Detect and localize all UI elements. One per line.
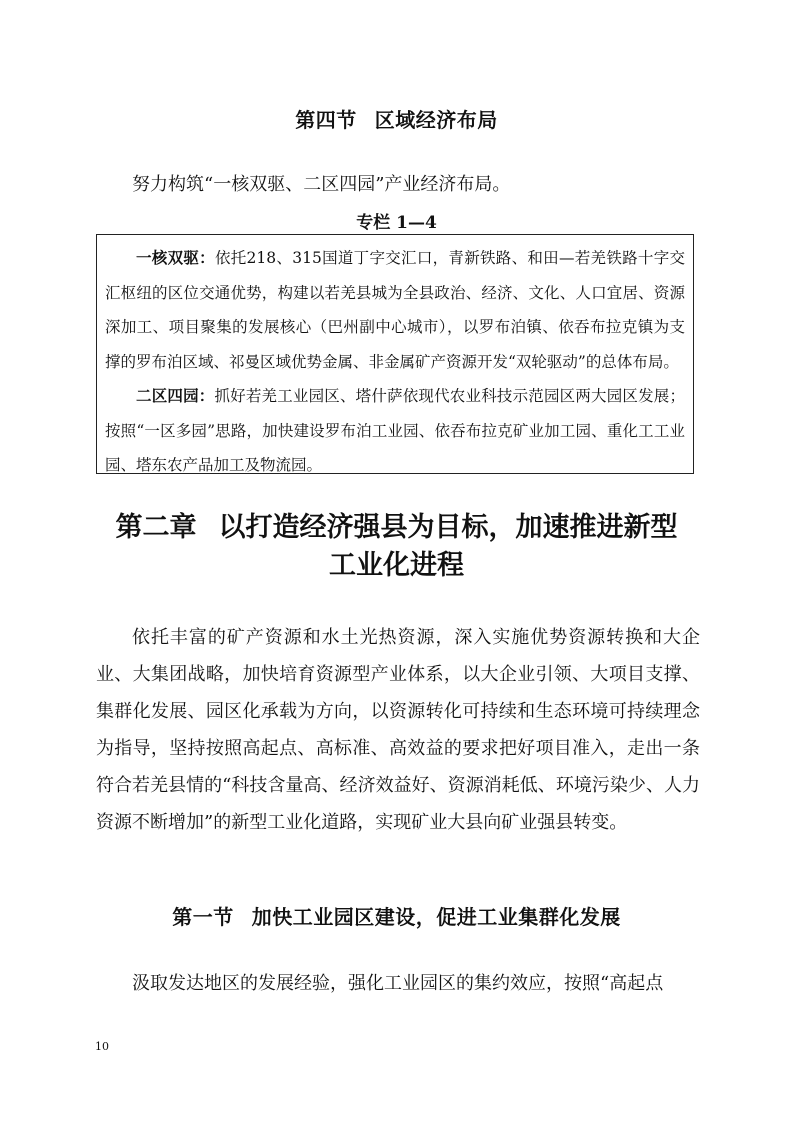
section-4-title: 区域经济布局 bbox=[374, 108, 498, 132]
box-item-2 bbox=[105, 379, 685, 483]
box-item-1 bbox=[105, 241, 685, 379]
box-item-2-text: 抓好若羌工业园区、塔什萨依现代农业科技示范园区两大园区发展；按照“一区多园”思路，加快建设罗布泊工业园、依吞布拉克矿业加工园、重化工工业园、塔东农产品加工及物流园。 bbox=[105, 387, 685, 474]
section-4-label: 第四节 bbox=[295, 108, 357, 132]
chapter-2-title-line-2: 工业化进程 bbox=[329, 550, 464, 581]
box-item-1-term: 一核双驱： bbox=[136, 249, 215, 267]
box-item-1-text: 依托218、315国道丁字交汇口，青新铁路、和田—若羌铁路十字交汇枢纽的区位交通优势，构建以若羌县城为全县政治、经济、文化、人口宜居、资源深加工、项目聚集的发展核心（巴州副中心城市），以罗布泊镇、依吞布拉克镇为支撑的罗布泊区域、祁曼区域优势金属、非金属矿产资源开发“双轮驱动”的总体布局。 bbox=[105, 249, 685, 371]
chapter-2-label: 第二章 bbox=[115, 512, 197, 543]
chapter-2-title-line-1 bbox=[0, 509, 793, 547]
chapter-2-title-1: 以打造经济强县为目标，加速推进新型 bbox=[218, 512, 678, 543]
page-number: 10 bbox=[95, 1040, 109, 1053]
section-1-heading bbox=[0, 901, 793, 930]
section-1-title: 加快工业园区建设，促进工业集群化发展 bbox=[251, 905, 621, 929]
section-1-label: 第一节 bbox=[172, 905, 234, 929]
box-caption: 专栏 1—4 bbox=[356, 213, 437, 233]
box-item-2-term: 二区四园： bbox=[136, 387, 215, 405]
chapter-2-heading bbox=[0, 509, 793, 585]
chapter-2-paragraph: 依托丰富的矿产资源和水土光热资源，深入实施优势资源转换和大企业、大集团战略，加快培育资源型产业体系，以大企业引领、大项目支撑、集群化发展、园区化承载为方向，以资源转化可持续和生态环境可持续理念为指导，坚持按照高起点、高标准、高效益的要求把好项目准入，走出一条符合若羌县情的“科技含量高、经济效益好、资源消耗低、环境污染少、人力资源不断增加”的新型工业化道路，实现矿业大县向矿业强县转变。 bbox=[96, 627, 700, 833]
intro-paragraph: 努力构筑“一核双驱、二区四园”产业经济布局。 bbox=[132, 174, 511, 195]
column-box bbox=[96, 234, 694, 474]
section-1-paragraph: 汲取发达地区的发展经验，强化工业园区的集约效应，按照“高起点 bbox=[132, 973, 664, 994]
section-4-heading bbox=[0, 104, 793, 133]
